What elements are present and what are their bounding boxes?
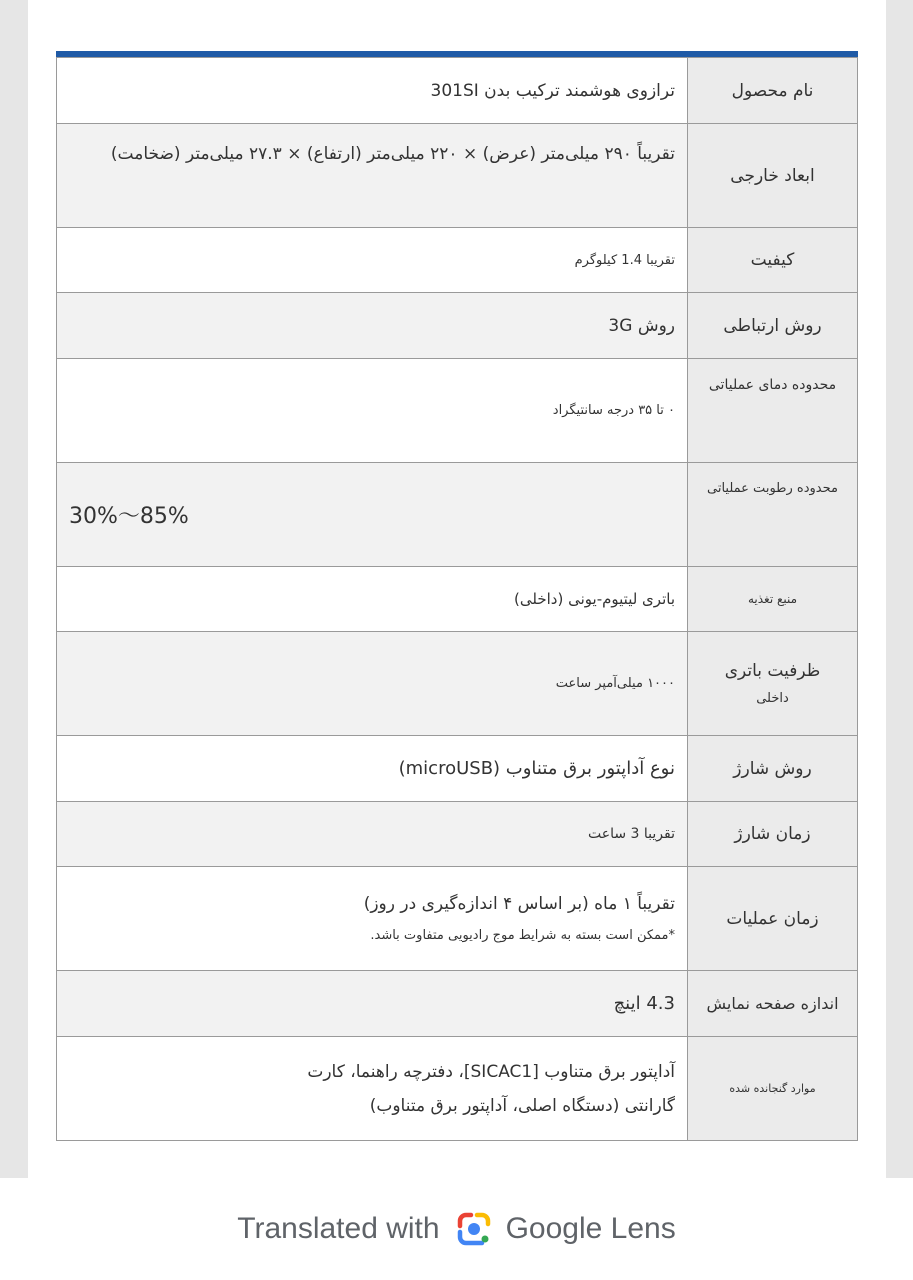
spec-label: ظرفیت باتری داخلی [688, 632, 858, 736]
spec-value: ۰ تا ۳۵ درجه سانتیگراد [57, 359, 688, 463]
spec-value: تقریباً ۱ ماه (بر اساس ۴ اندازه‌گیری در روز) *ممکن است بسته به شرایط موج رادیویی متفاوت باشد. [57, 867, 688, 971]
translation-footer [0, 1178, 913, 1280]
spec-value: تقریبا 1.4 کیلوگرم [57, 228, 688, 293]
table-row [57, 463, 858, 567]
right-margin [886, 0, 913, 1178]
spec-value: 30%〜85% [57, 463, 688, 567]
spec-label: روش شارژ [688, 736, 858, 802]
spec-table [56, 57, 858, 1141]
footer-prefix: Translated with [237, 1212, 440, 1245]
spec-value: تقریبا 3 ساعت [57, 802, 688, 867]
spec-value: تقریباً ۲۹۰ میلی‌متر (عرض) × ۲۲۰ میلی‌متر (ارتفاع) × ۲۷.۳ میلی‌متر (ضخامت) [57, 124, 688, 228]
spec-value: آداپتور برق متناوب [SICAC1]، دفترچه راهنما، کارت گارانتی (دستگاه اصلی، آداپتور برق متناوب) [57, 1037, 688, 1141]
footer-brand: Google Lens [505, 1212, 676, 1245]
spec-label: ابعاد خارجی [688, 124, 858, 228]
table-row [57, 736, 858, 802]
table-row [57, 567, 858, 632]
left-margin [0, 0, 28, 1178]
spec-label: موارد گنجانده شده [688, 1037, 858, 1141]
table-row [57, 359, 858, 463]
table-row [57, 124, 858, 228]
spec-label: زمان عملیات [688, 867, 858, 971]
spec-value: نوع آداپتور برق متناوب (microUSB) [57, 736, 688, 802]
google-lens-icon [454, 1209, 494, 1249]
spec-label: کیفیت [688, 228, 858, 293]
spec-value: باتری لیتیوم-یونی (داخلی) [57, 567, 688, 632]
table-row [57, 293, 858, 359]
spec-value: ۱۰۰۰ میلی‌آمپر ساعت [57, 632, 688, 736]
spec-value: 4.3 اینچ [57, 971, 688, 1037]
spec-label: زمان شارژ [688, 802, 858, 867]
table-row [57, 632, 858, 736]
spec-label: اندازه صفحه نمایش [688, 971, 858, 1037]
spec-label: محدوده دمای عملیاتی [688, 359, 858, 463]
table-row [57, 228, 858, 293]
table-row [57, 58, 858, 124]
table-row [57, 1037, 858, 1141]
spec-label: منبع تغذیه [688, 567, 858, 632]
spec-value: ترازوی هوشمند ترکیب بدن 301SI [57, 58, 688, 124]
table-row [57, 971, 858, 1037]
spec-value: روش 3G [57, 293, 688, 359]
spec-label: روش ارتباطی [688, 293, 858, 359]
spec-label: نام محصول [688, 58, 858, 124]
spec-label: محدوده رطوبت عملیاتی [688, 463, 858, 567]
table-row [57, 802, 858, 867]
table-row [57, 867, 858, 971]
